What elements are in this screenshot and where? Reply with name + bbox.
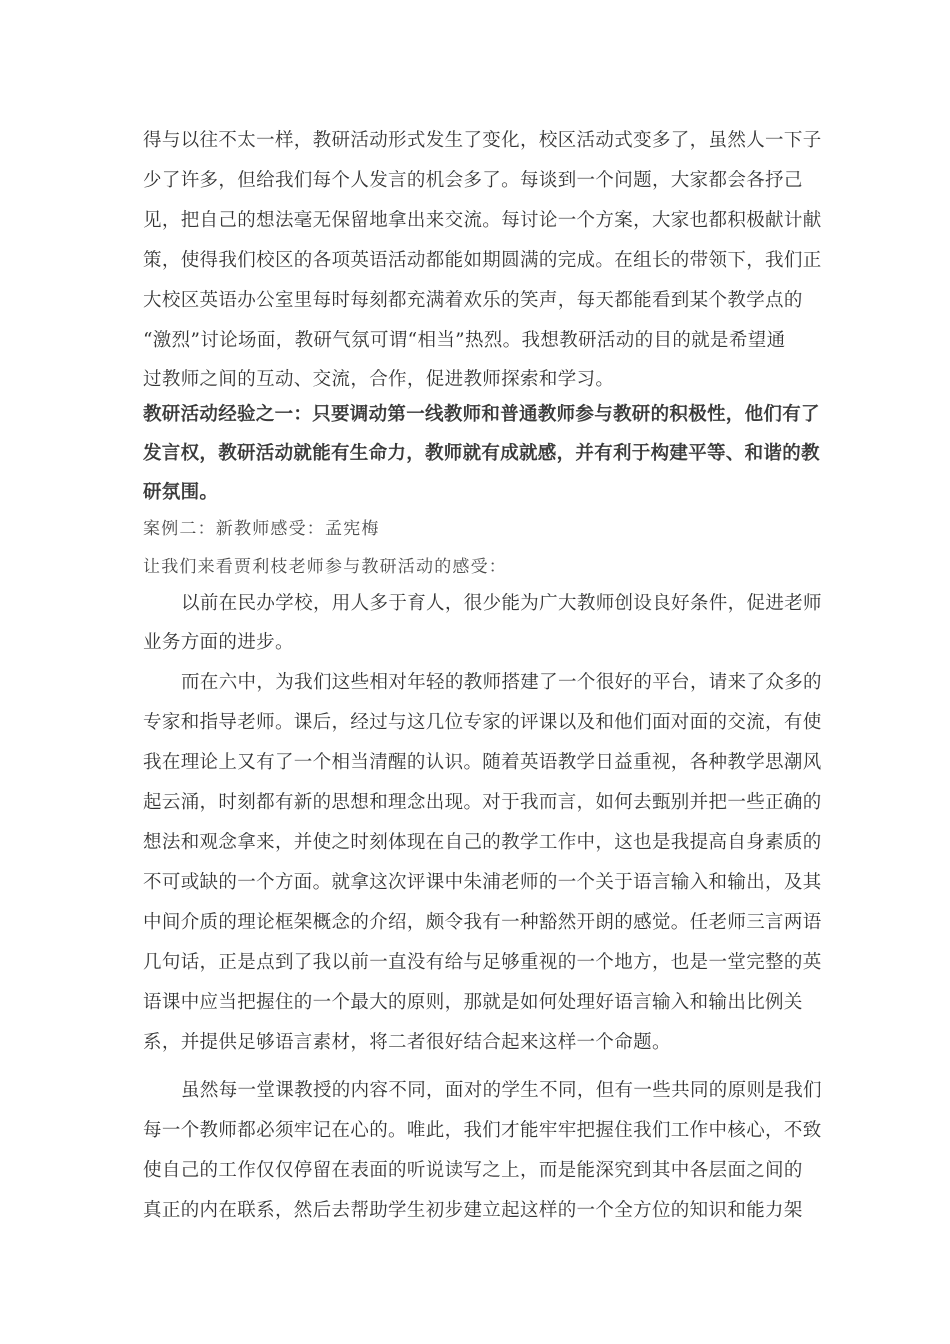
paragraph-3-line-1: 而在六中，为我们这些相对年轻的教师搭建了一个很好的平台，请来了众多的	[181, 672, 822, 693]
paragraph-2-line-1: 以前在民办学校，用人多于育人，很少能为广大教师创设良好条件，促进老师	[181, 593, 822, 614]
case-2-intro: 让我们来看贾利枝老师参与教研活动的感受：	[143, 557, 507, 577]
paragraph-1-line-6: “激烈”讨论场面，教研气氛可谓“相当”热烈。我想教研活动的目的就是希望通	[143, 330, 786, 351]
paragraph-2-line-2: 业务方面的进步。	[143, 632, 294, 653]
experience-1-line-2: 发言权，教研活动就能有生命力，教师就有成就感，并有利于构建平等、和谐的教	[143, 443, 820, 464]
paragraph-3-line-8: 几句话，正是点到了我以前一直没有给与足够重视的一个地方，也是一堂完整的英	[143, 952, 822, 973]
paragraph-1-line-1: 得与以往不太一样，教研活动形式发生了变化，校区活动式变多了，虽然人一下子	[143, 130, 822, 151]
paragraph-3-line-7: 中间介质的理论框架概念的介绍，颇令我有一种豁然开朗的感觉。任老师三言两语	[143, 912, 822, 933]
paragraph-3-line-6: 不可或缺的一个方面。就拿这次评课中朱浦老师的一个关于语言输入和输出，及其	[143, 872, 822, 893]
paragraph-3-line-2: 专家和指导老师。课后，经过与这几位专家的评课以及和他们面对面的交流，有使	[143, 712, 822, 733]
paragraph-1-line-3: 见，把自己的想法毫无保留地拿出来交流。每讨论一个方案，大家也都积极献计献	[143, 210, 822, 231]
paragraph-1-line-2: 少了许多，但给我们每个人发言的机会多了。每谈到一个问题，大家都会各抒己	[143, 170, 803, 191]
paragraph-1-line-5: 大校区英语办公室里每时每刻都充满着欢乐的笑声，每天都能看到某个教学点的	[143, 290, 803, 311]
case-2-heading: 案例二：新教师感受：孟宪梅	[143, 519, 380, 539]
paragraph-4-line-3: 使自己的工作仅仅停留在表面的听说读写之上，而是能深究到其中各层面之间的	[143, 1160, 803, 1181]
paragraph-4-line-1: 虽然每一堂课教授的内容不同，面对的学生不同，但有一些共同的原则是我们	[181, 1080, 822, 1101]
paragraph-3-line-5: 想法和观念拿来，并使之时刻体现在自己的教学工作中，这也是我提高自身素质的	[143, 832, 822, 853]
paragraph-3-line-3: 我在理论上又有了一个相当清醒的认识。随着英语教学日益重视，各种教学思潮风	[143, 752, 822, 773]
paragraph-4-line-4: 真正的内在联系，然后去帮助学生初步建立起这样的一个全方位的知识和能力架	[143, 1200, 803, 1221]
experience-1-line-1: 教研活动经验之一：只要调动第一线教师和普通教师参与教研的积极性，他们有了	[143, 404, 820, 425]
paragraph-3-line-4: 起云涌，时刻都有新的思想和理念出现。对于我而言，如何去甄别并把一些正确的	[143, 792, 822, 813]
paragraph-4-line-2: 每一个教师都必须牢记在心的。唯此，我们才能牢牢把握住我们工作中核心，不致	[143, 1120, 822, 1141]
paragraph-3-line-10: 系，并提供足够语言素材，将二者很好结合起来这样一个命题。	[143, 1032, 671, 1053]
paragraph-3-line-9: 语课中应当把握住的一个最大的原则，那就是如何处理好语言输入和输出比例关	[143, 992, 803, 1013]
experience-1-line-3: 研氛围。	[143, 482, 219, 503]
paragraph-1-line-4: 策，使得我们校区的各项英语活动都能如期圆满的完成。在组长的带领下，我们正	[143, 250, 822, 271]
paragraph-1-line-7: 过教师之间的互动、交流，合作，促进教师探索和学习。	[143, 369, 615, 390]
